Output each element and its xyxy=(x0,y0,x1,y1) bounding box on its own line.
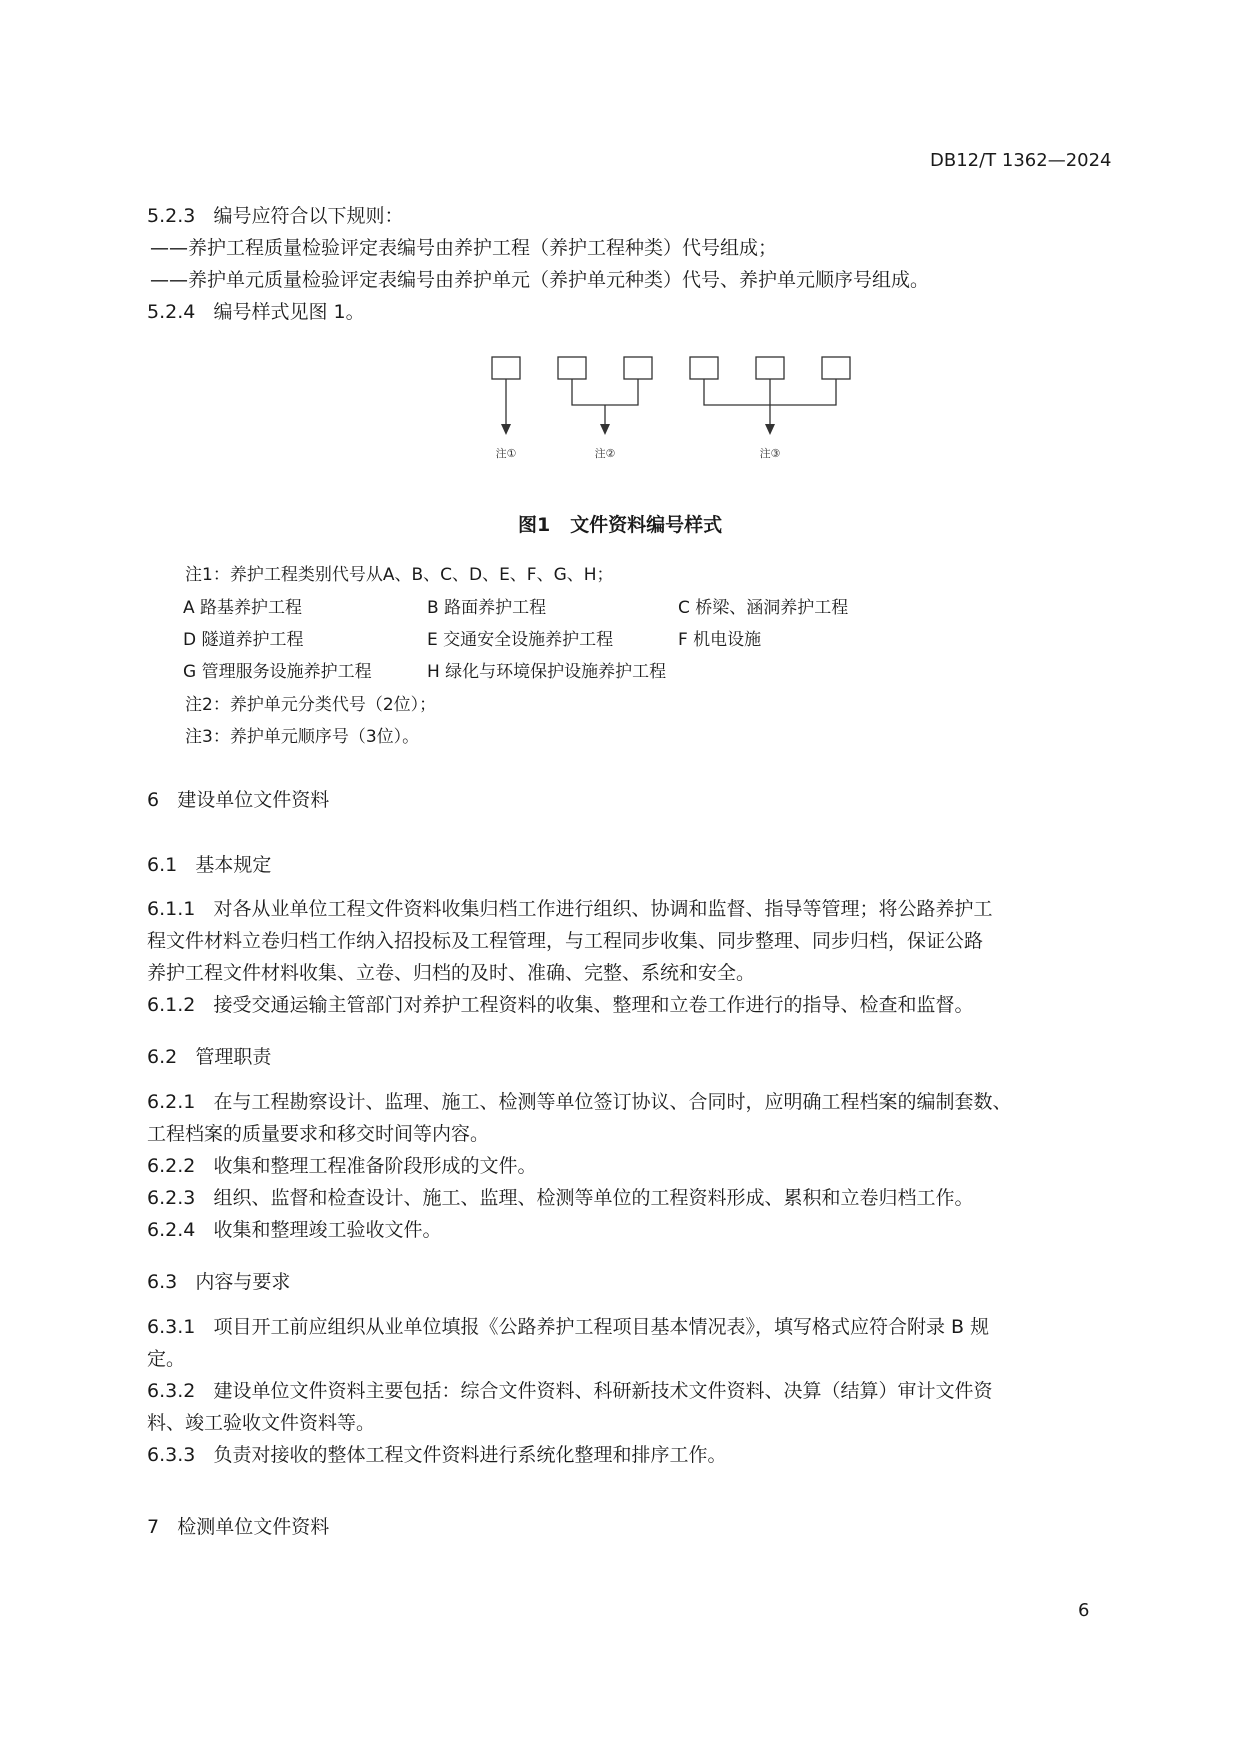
clause-text: 组织、监督和检查设计、施工、监理、检测等单位的工程资料形成、累积和立卷归档工作。 xyxy=(213,1187,974,1209)
clause-text: 项目开工前应组织从业单位填报《公路养护工程项目基本情况表》，填写格式应符合附录 B 规 xyxy=(213,1316,990,1338)
code-box-2 xyxy=(558,357,586,379)
chapter-title: 建设单位文件资料 xyxy=(177,789,330,811)
clause-text: 编号应符合以下规则： xyxy=(213,205,404,227)
arrow-2 xyxy=(600,424,610,435)
figure-caption xyxy=(518,510,722,537)
clause-6-3-1-line-2: 定。 xyxy=(147,1348,186,1370)
note-3: 注3：养护单元顺序号（3位）。 xyxy=(185,727,420,747)
figure-label-3: 注③ xyxy=(759,447,781,460)
connector-3 xyxy=(704,379,836,425)
section-title: 管理职责 xyxy=(195,1046,272,1068)
code-d: D 隧道养护工程 xyxy=(183,630,304,650)
section-6-2-heading xyxy=(147,1042,271,1069)
chapter-7-heading xyxy=(147,1512,329,1539)
clause-6-3-2-line-1 xyxy=(147,1375,993,1407)
clause-6-2-1-line-1 xyxy=(147,1086,1012,1118)
code-g: G 管理服务设施养护工程 xyxy=(183,662,372,682)
connector-2 xyxy=(572,379,638,425)
section-title: 内容与要求 xyxy=(195,1271,291,1293)
clause-6-3-1-line-1 xyxy=(147,1311,989,1343)
code-box-1 xyxy=(492,357,520,379)
clause-number: 6.2.3 xyxy=(147,1187,196,1209)
clause-text: 接受交通运输主管部门对养护工程资料的收集、整理和立卷工作进行的指导、检查和监督。 xyxy=(213,994,974,1016)
code-box-5 xyxy=(756,357,784,379)
clause-6-2-4 xyxy=(147,1214,442,1246)
code-c: C 桥梁、涵洞养护工程 xyxy=(678,598,849,618)
code-h: H 绿化与环境保护设施养护工程 xyxy=(427,662,667,682)
code-f: F 机电设施 xyxy=(678,630,762,650)
clause-text: 编号样式见图 1。 xyxy=(213,301,365,323)
code-box-6 xyxy=(822,357,850,379)
clause-6-1-1-line-3: 养护工程文件材料收集、立卷、归档的及时、准确、完整、系统和安全。 xyxy=(147,962,756,984)
chapter-6-heading xyxy=(147,785,329,812)
section-number: 6.1 xyxy=(147,854,178,876)
clause-6-2-2 xyxy=(147,1150,537,1182)
code-b: B 路面养护工程 xyxy=(427,598,547,618)
clause-text: 建设单位文件资料主要包括：综合文件资料、科研新技术文件资料、决算（结算）审计文件资 xyxy=(213,1380,993,1402)
numbering-diagram xyxy=(470,345,870,465)
clause-number: 6.3.2 xyxy=(147,1380,196,1402)
section-number: 6.2 xyxy=(147,1046,178,1068)
rule-item-2: ——养护单元质量检验评定表编号由养护单元（养护单元种类）代号、养护单元顺序号组成。 xyxy=(150,269,930,291)
clause-5-2-4 xyxy=(147,296,365,328)
chapter-number: 7 xyxy=(147,1516,160,1538)
clause-number: 5.2.3 xyxy=(147,205,196,227)
section-title: 基本规定 xyxy=(195,854,272,876)
note-1: 注1：养护工程类别代号从A、B、C、D、E、F、G、H； xyxy=(185,565,614,585)
clause-number: 6.2.1 xyxy=(147,1091,196,1113)
clause-number: 6.1.2 xyxy=(147,994,196,1016)
clause-text: 收集和整理竣工验收文件。 xyxy=(213,1219,442,1241)
chapter-title: 检测单位文件资料 xyxy=(177,1516,330,1538)
rule-item-1: ——养护工程质量检验评定表编号由养护工程（养护工程种类）代号组成； xyxy=(150,237,778,259)
clause-number: 5.2.4 xyxy=(147,301,196,323)
note-2: 注2：养护单元分类代号（2位）； xyxy=(185,695,437,715)
clause-text: 收集和整理工程准备阶段形成的文件。 xyxy=(213,1155,537,1177)
page-number: 6 xyxy=(1078,1600,1090,1621)
clause-number: 6.3.1 xyxy=(147,1316,196,1338)
figure-label-2: 注② xyxy=(594,447,616,460)
code-box-3 xyxy=(624,357,652,379)
chapter-number: 6 xyxy=(147,789,160,811)
clause-5-2-3 xyxy=(147,200,404,232)
clause-number: 6.1.1 xyxy=(147,898,196,920)
clause-number: 6.3.3 xyxy=(147,1444,196,1466)
clause-6-1-1-line-2: 程文件材料立卷归档工作纳入招投标及工程管理，与工程同步收集、同步整理、同步归档，保证公路 xyxy=(147,930,984,952)
clause-number: 6.2.2 xyxy=(147,1155,196,1177)
clause-6-2-3 xyxy=(147,1182,974,1214)
code-a: A 路基养护工程 xyxy=(183,598,303,618)
clause-number: 6.2.4 xyxy=(147,1219,196,1241)
clause-6-1-1-line-1 xyxy=(147,893,993,925)
doc-id: DB12/T 1362—2024 xyxy=(930,150,1112,171)
arrow-3 xyxy=(765,424,775,435)
code-e: E 交通安全设施养护工程 xyxy=(427,630,614,650)
clause-6-3-3 xyxy=(147,1439,727,1471)
section-number: 6.3 xyxy=(147,1271,178,1293)
clause-text: 对各从业单位工程文件资料收集归档工作进行组织、协调和监督、指导等管理；将公路养护工 xyxy=(213,898,993,920)
clause-6-1-2 xyxy=(147,989,974,1021)
section-6-3-heading xyxy=(147,1267,290,1294)
figure-label-1: 注① xyxy=(495,447,517,460)
clause-6-3-2-line-2: 料、竣工验收文件资料等。 xyxy=(147,1412,376,1434)
clause-text: 负责对接收的整体工程文件资料进行系统化整理和排序工作。 xyxy=(213,1444,727,1466)
figure-caption-text: 文件资料编号样式 xyxy=(570,514,723,536)
clause-6-2-1-line-2: 工程档案的质量要求和移交时间等内容。 xyxy=(147,1123,490,1145)
section-6-1-heading xyxy=(147,850,271,877)
figure-caption-number: 图1 xyxy=(518,514,551,536)
code-box-4 xyxy=(690,357,718,379)
clause-text: 在与工程勘察设计、监理、施工、检测等单位签订协议、合同时，应明确工程档案的编制套数、 xyxy=(213,1091,1012,1113)
arrow-1 xyxy=(501,424,511,435)
